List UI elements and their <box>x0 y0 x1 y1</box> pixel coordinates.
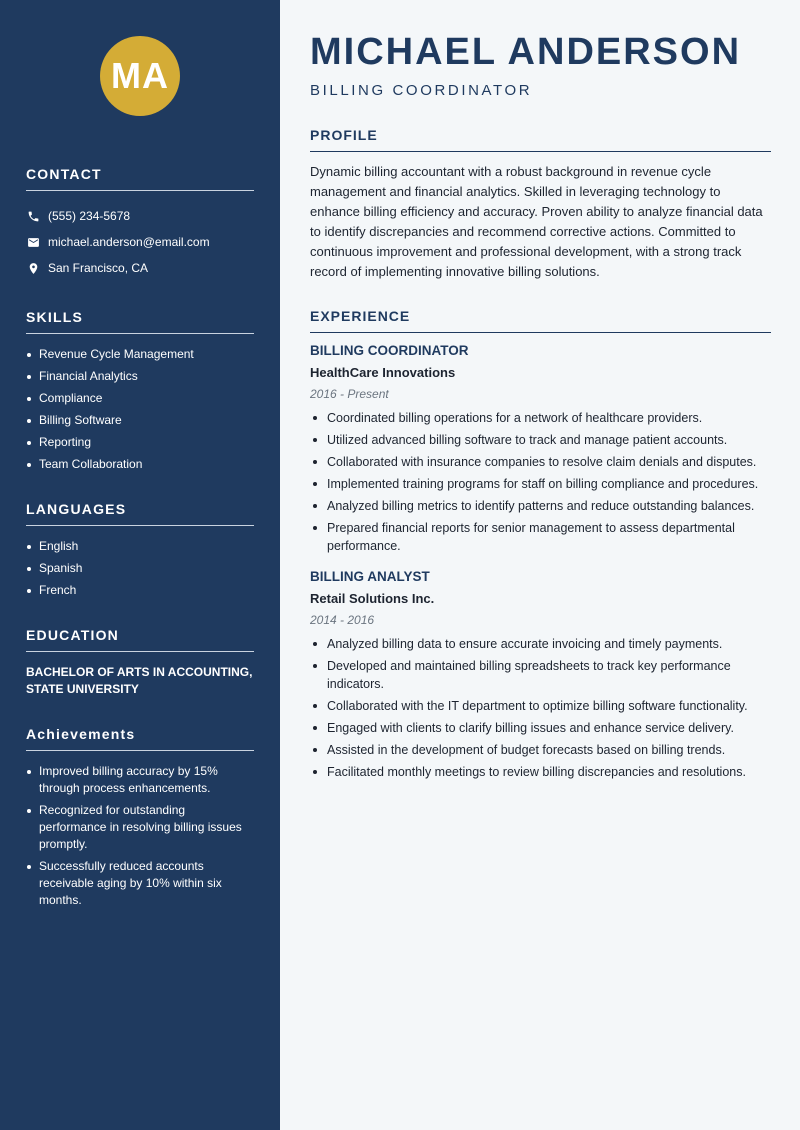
job-entry <box>310 569 771 781</box>
experience-heading: EXPERIENCE <box>310 308 771 333</box>
skill-item: Financial Analytics <box>26 368 254 385</box>
job-company-name: Retail Solutions Inc. <box>310 591 435 606</box>
job-bullet: Coordinated billing operations for a network of healthcare providers. <box>310 409 771 427</box>
achievement-item: Recognized for outstanding performance in resolving billing issues promptly. <box>26 802 254 853</box>
job-title: BILLING ANALYST <box>310 569 430 584</box>
skills-heading: SKILLS <box>26 309 254 334</box>
language-item: French <box>26 582 254 599</box>
languages-section <box>26 501 254 599</box>
languages-heading: LANGUAGES <box>26 501 254 526</box>
envelope-icon <box>26 235 40 249</box>
profile-heading: PROFILE <box>310 127 771 152</box>
skills-list <box>26 346 254 473</box>
skill-item: Compliance <box>26 390 254 407</box>
skill-item: Team Collaboration <box>26 456 254 473</box>
job-bullet: Implemented training programs for staff on billing compliance and procedures. <box>310 475 771 493</box>
achievement-item: Improved billing accuracy by 15% through process enhancements. <box>26 763 254 797</box>
job-company <box>310 365 771 380</box>
job-bullet: Analyzed billing metrics to identify patterns and reduce outstanding balances. <box>310 497 771 515</box>
contact-location-text: San Francisco, CA <box>48 261 149 275</box>
contact-email[interactable] <box>26 229 254 255</box>
job-bullets <box>310 409 771 555</box>
education-school-line: STATE UNIVERSITY <box>26 682 139 696</box>
job-company <box>310 591 771 606</box>
job-bullet: Collaborated with the IT department to optimize billing software functionality. <box>310 697 771 715</box>
education-section <box>26 627 254 698</box>
job-bullet: Developed and maintained billing spreadsheets to track key performance indicators. <box>310 657 771 693</box>
main-content <box>280 0 800 1130</box>
job-bullet: Assisted in the development of budget forecasts based on billing trends. <box>310 741 771 759</box>
language-item: English <box>26 538 254 555</box>
job-bullet: Engaged with clients to clarify billing issues and enhance service delivery. <box>310 719 771 737</box>
education-heading: EDUCATION <box>26 627 254 652</box>
sidebar <box>0 0 280 1130</box>
contact-email-text: michael.anderson@email.com <box>48 235 210 249</box>
job-dates: 2014 - 2016 <box>310 613 375 627</box>
job-dates: 2016 - Present <box>310 387 389 401</box>
skill-item: Billing Software <box>26 412 254 429</box>
achievements-heading: Achievements <box>26 726 254 751</box>
candidate-title: BILLING COORDINATOR <box>310 82 533 99</box>
education-degree-line: BACHELOR OF ARTS IN ACCOUNTING, <box>26 665 253 679</box>
skill-item: Reporting <box>26 434 254 451</box>
location-pin-icon <box>26 261 40 275</box>
phone-icon <box>26 209 40 223</box>
achievements-section <box>26 726 254 909</box>
language-item: Spanish <box>26 560 254 577</box>
contact-heading: CONTACT <box>26 166 254 191</box>
avatar-initials: MA <box>111 55 169 96</box>
achievements-list <box>26 763 254 909</box>
job-bullet: Collaborated with insurance companies to resolve claim denials and disputes. <box>310 453 771 471</box>
languages-list <box>26 538 254 599</box>
job-title: BILLING COORDINATOR <box>310 343 469 358</box>
profile-section <box>310 127 771 282</box>
job-bullet: Utilized advanced billing software to track and manage patient accounts. <box>310 431 771 449</box>
contact-section <box>26 166 254 281</box>
job-company-name: HealthCare Innovations <box>310 365 456 380</box>
job-bullet: Analyzed billing data to ensure accurate invoicing and timely payments. <box>310 635 771 653</box>
avatar <box>100 36 180 116</box>
job-bullet: Facilitated monthly meetings to review billing discrepancies and resolutions. <box>310 763 771 781</box>
experience-section <box>310 308 771 781</box>
job-bullet: Prepared financial reports for senior management to assess departmental performance. <box>310 519 771 555</box>
job-bullets <box>310 635 771 781</box>
contact-phone-text: (555) 234-5678 <box>48 209 131 223</box>
skill-item: Revenue Cycle Management <box>26 346 254 363</box>
achievement-item: Successfully reduced accounts receivable aging by 10% within six months. <box>26 858 254 909</box>
contact-location <box>26 255 254 281</box>
job-entry <box>310 343 771 555</box>
skills-section <box>26 309 254 473</box>
education-degree <box>26 664 254 698</box>
profile-text: Dynamic billing accountant with a robust background in revenue cycle management and financial analytics. Skilled in leveraging technology to enhance billing efficiency and accuracy. Proven ability to analyze financial data to identify discrepancies and recommend corrective actions. Committed to continuous improvement and professional development, with a strong track record of implementing innovative billing solutions. <box>310 164 763 279</box>
contact-phone[interactable] <box>26 203 254 229</box>
candidate-name: MICHAEL ANDERSON <box>310 31 742 73</box>
